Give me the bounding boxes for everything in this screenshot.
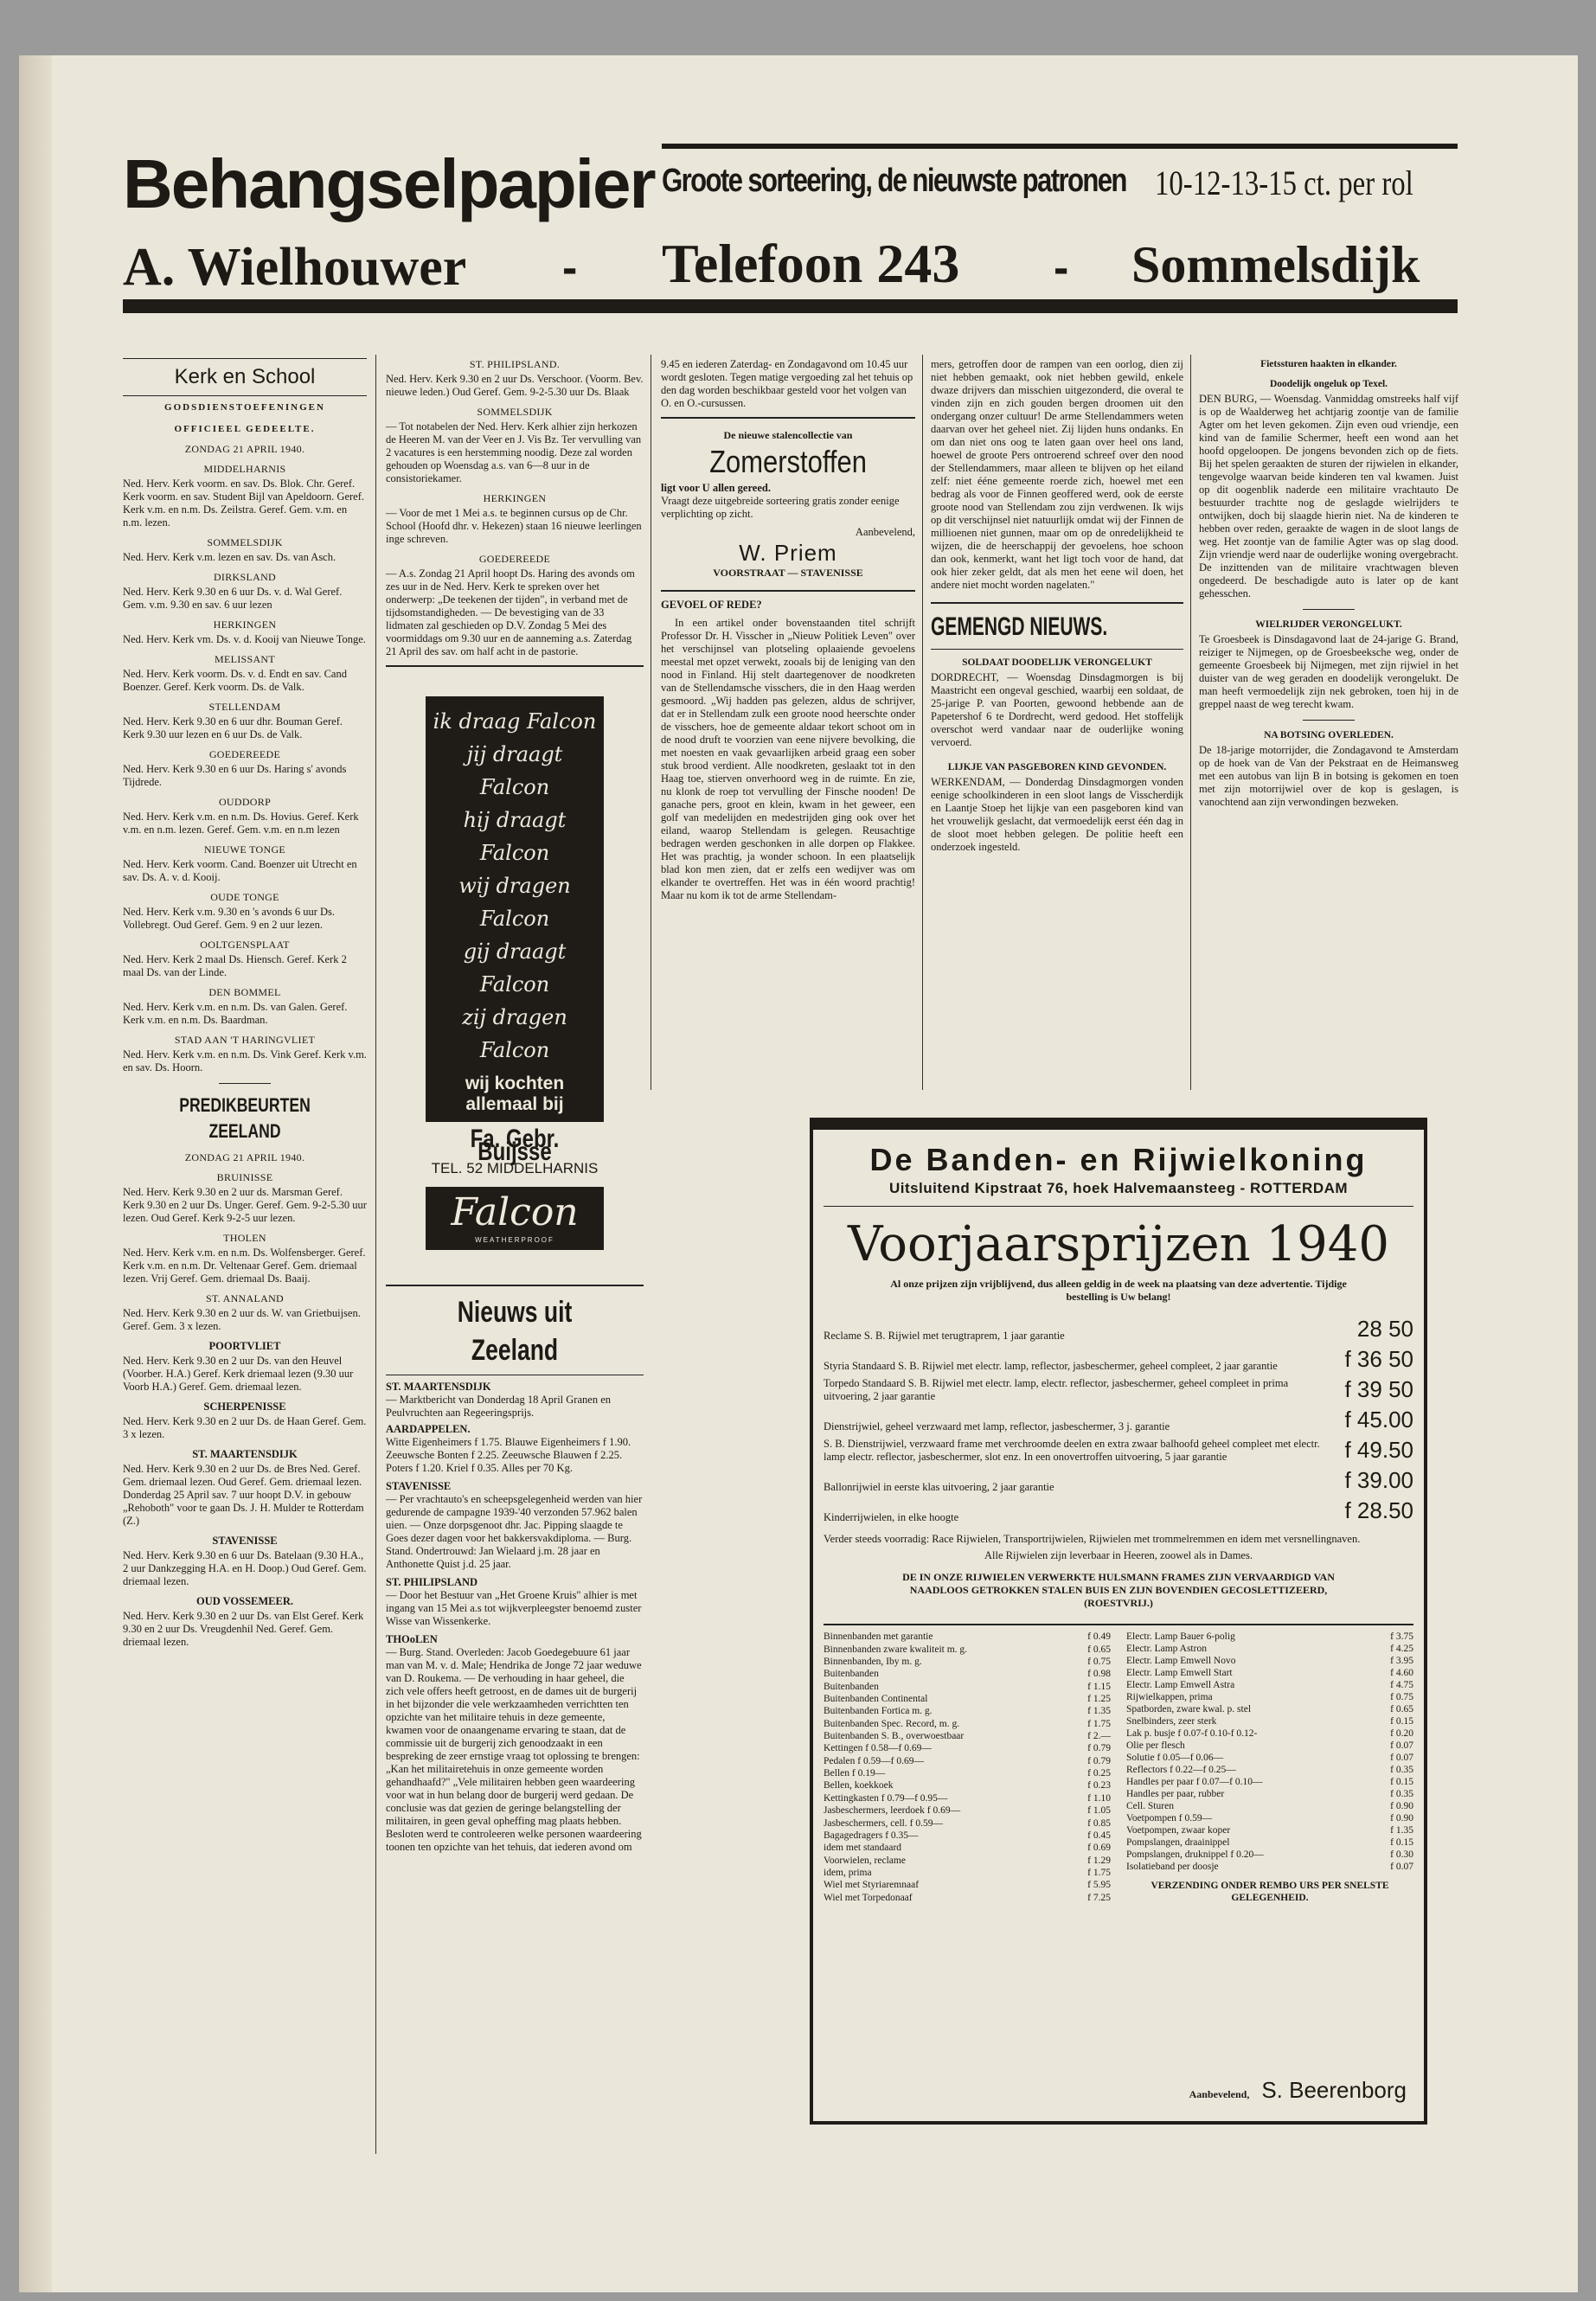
column-rule — [922, 355, 923, 1090]
news-heading: ST. MAARTENSDIJK — [386, 1381, 491, 1393]
service-text: Ned. Herv. Kerk v.m. en n.m. Ds. Wolfensberger. Geref. Kerk v.m. en n.m. Dr. Veltenaar Geref. Gem. driemaal lezen. Vrij Geref. Gem. driemaal Ds. Baaij. — [123, 1247, 366, 1285]
parts-price: f 0.15 — [1390, 1777, 1413, 1787]
article-text: — Voor de met 1 Mei a.s. te beginnen cursus op de Chr. School (Hoofd dhr. v. Hekezen) staan 16 nieuwe leerlingen inge schreven. — [386, 507, 642, 545]
price-row — [824, 1314, 1413, 1344]
parts-price: f 0.15 — [1390, 1716, 1413, 1727]
price-row — [824, 1435, 1413, 1465]
news-text: — Door het Bestuur van „Het Groene Kruis" alhier is met ingang van 15 Mei a.s tot wijkverpleegster benoemd zuster Wisse van Wissenkerke. — [386, 1589, 642, 1627]
parts-desc: Bellen f 0.19— — [824, 1768, 886, 1779]
parts-row — [824, 1817, 1111, 1829]
article-text: mers, getroffen door de rampen van een oorlog, dien zij niet hebben gemaakt, ook niet hebben gewild, enkele dwaze drijvers dan misschien uitgezonderd, die overal te vinden zijn en zich gouden bergen droomen uit den ondergang onzer cultuur! De arme Stellendammers weten daarvan over het geheel niet. Zij lijden huns ondanks. En om dan niet ons oog te laten gaan over heel ons land, hoewel de groote Pers ontroerend schreef over den nood der Stellendammers, maar alleen te blijven op het eiland zelf: niet ééne gemeente roerde zich, hoewel met een bedrag als voor de Finnen geoffered werd, ook de eerste groote nood van Stellendam zou zijn verdwenen. Ik wijs op dit verschijnsel niet natuurlijk omdat wij der Finnen de millioenen niet gunnen, maar om op de onredelijkheid te wijzen, die de heerschappij der gevoelens, hoe schoon dan ook, kenmerkt, want het ligt toch voor de hand, dat ook hier zeker geldt, dat als men het eene wil doen, het andere niet mocht worden nagelaten." — [931, 358, 1183, 591]
parts-row — [824, 1779, 1111, 1791]
falcon-logo — [426, 1187, 604, 1250]
place-heading: ST. PHILIPSLAND. — [469, 358, 561, 370]
service-text: Ned. Herv. Kerk 9.30 en 2 uur ds. Marsman Geref. Kerk 9.30 en 2 uur Ds. Unger. Geref. Gem. 9-2-5.30 uur lezen. Oud Geref. Kerk 9-2-5 uur lezen. — [123, 1186, 367, 1224]
parts-price: f 0.79 — [1087, 1743, 1111, 1754]
service-text: Ned. Herv. Kerk 9.30 en 6 uur Ds. Haring s' avonds Tijdrede. — [123, 763, 347, 788]
ad-sign: S. Beerenborg — [1261, 2077, 1407, 2103]
parts-desc: Electr. Lamp Emwell Novo — [1126, 1656, 1236, 1666]
parts-row — [1126, 1643, 1413, 1655]
ad-intro: De nieuwe stalencollectie van — [723, 429, 853, 441]
parts-price: f 5.95 — [1087, 1880, 1111, 1891]
bicycle-advertisement — [810, 1118, 1427, 2125]
parts-desc: Buitenbanden S. B., overwoestbaar — [824, 1731, 965, 1742]
news-text: WERKENDAM, — Donderdag Dinsdagmorgen vonden eenige schoolkinderen in een sloot langs de Visscherdijk en Laantje Stoep het lijkje van een pasgeboren kind van het vrouwelijk geslacht, dat vermoedelijk eerst één dag in de sloot moet hebben gelegen. De politie heeft een onderzoek ingesteld. — [931, 776, 1183, 853]
news-text: Te Groesbeek is Dinsdagavond laat de 24-jarige G. Brand, reiziger te Nijmegen, op de Groesbeeksche weg, onder de gemeente Groesbeek bij Nijmegen, met zijn rijwiel in het duister van de weg geraden en doodelijk verongelukt. De man heeft vermoedelijk zijn nek gebroken, toen hij in de greppel naast de weg terecht kwam. — [1199, 633, 1458, 710]
parts-row — [1126, 1764, 1413, 1776]
parts-price: f 1.05 — [1087, 1805, 1111, 1817]
parts-row — [1126, 1849, 1413, 1861]
parts-desc: Pedalen f 0.59—f 0.69— — [824, 1755, 924, 1766]
news-heading: SOLDAAT DOODELIJK VERONGELUKT — [962, 657, 1152, 668]
parts-price: f 3.75 — [1390, 1631, 1413, 1642]
parts-row — [1126, 1836, 1413, 1849]
place-heading: STAD AAN 'T HARINGVLIET — [174, 1034, 316, 1046]
news-heading: ST. PHILIPSLAND — [386, 1576, 478, 1588]
parts-price: f 3.95 — [1390, 1656, 1413, 1666]
parts-price: f 7.25 — [1087, 1892, 1111, 1903]
banner-bottom-rule — [123, 299, 1458, 313]
place-heading: THOLEN — [223, 1232, 266, 1244]
parts-price: f 0.49 — [1087, 1631, 1111, 1643]
news-text: DORDRECHT, — Woensdag Dinsdagmorgen is bij Maastricht een ongeval geschied, waarbij een soldaat, de 25-jarige P. van Poorten, gewoond hebbende aan de Papetershof 6 te Dordrecht, werd gedood. Het stoffelijk overschot werd vandaar naar de ouderlijke woning vervoerd. — [931, 671, 1183, 748]
parts-row — [824, 1668, 1111, 1680]
parts-price: f 0.07 — [1390, 1862, 1413, 1872]
ad-shipping: VERZENDING ONDER REMBO URS PER SNELSTE GELEGENHEID. — [1151, 1881, 1389, 1903]
news-heading: AARDAPPELEN. — [386, 1423, 471, 1435]
parts-row — [1126, 1691, 1413, 1703]
parts-price: f 0.30 — [1390, 1849, 1413, 1860]
price-value: f 39 50 — [1344, 1376, 1413, 1402]
price-value: 28 50 — [1356, 1316, 1413, 1342]
ad-box-text: wij kochten allemaal bij — [465, 1074, 565, 1114]
ad-frames: DE IN ONZE RIJWIELEN VERWERKTE HULSMANN FRAMES ZIJN VERVAARDIGD VAN NAADLOOS GETROKKEN STALEN BUIS EN ZIJN BOVENDIEN GECOSLETTIZEERD, (ROESTVRIJ.) — [902, 1571, 1335, 1609]
falcon-advertisement — [426, 696, 604, 1250]
service-text: Ned. Herv. Kerk 9.30 en 6 uur Ds. v. d. Wal Geref. Gem. v.m. 9.30 en sav. 6 uur lezen — [123, 586, 343, 611]
parts-desc: Bellen, koekkoek — [824, 1780, 894, 1791]
service-text: Ned. Herv. Kerk 9.30 en 6 uur dhr. Bouman Geref. Kerk 9.30 uur lezen en 6 uur Ds. de Valk. — [123, 715, 343, 740]
parts-desc: Voorwielen, reclame — [824, 1855, 906, 1866]
price-value: f 28.50 — [1344, 1497, 1413, 1523]
parts-price: f 0.90 — [1390, 1801, 1413, 1811]
service-text: Ned. Herv. Kerk v.m. en n.m. Ds. Vink Geref. Kerk v.m. en sav. Ds. Hoorn. — [123, 1048, 367, 1074]
parts-desc: Electr. Lamp Emwell Start — [1126, 1668, 1233, 1678]
parts-desc: Spatborden, zware kwal. p. stel — [1126, 1704, 1252, 1715]
parts-desc: Voetpompen f 0.59— — [1126, 1813, 1213, 1823]
news-heading: STAVENISSE — [386, 1480, 452, 1492]
parts-row — [824, 1680, 1111, 1692]
ad-firm: Fa. Gebr. Buijsse — [470, 1125, 560, 1166]
parts-price: f 4.25 — [1390, 1644, 1413, 1654]
place-heading: ST. ANNALAND — [205, 1292, 285, 1304]
parts-desc: Electr. Lamp Astron — [1126, 1644, 1207, 1654]
place-heading: SCHERPENISSE — [203, 1400, 286, 1413]
parts-desc: Wiel met Styriaremnaaf — [824, 1880, 920, 1891]
place-heading: DIRKSLAND — [213, 571, 277, 583]
zomerstoffen-advertisement — [661, 426, 915, 583]
parts-price: f 1.35 — [1087, 1706, 1111, 1717]
parts-row — [1126, 1824, 1413, 1836]
parts-price: f 0.15 — [1390, 1837, 1413, 1848]
banner-top-rule — [662, 144, 1458, 149]
place-heading: DEN BOMMEL — [208, 986, 281, 998]
news-text: De 18-jarige motorrijder, die Zondagavond te Amsterdam op de hoek van de Van der Pekstraat en de Heimansweg met een autobus van lijn B in botsing is gekomen en toen met zijn motorrijwiel over de kop is geslagen, is vanochtend aan zijn verwondingen bezweken. — [1199, 744, 1458, 808]
place-heading: OUD VOSSEMEER. — [195, 1595, 294, 1607]
place-heading: MELISSANT — [214, 653, 276, 665]
parts-row — [824, 1767, 1111, 1779]
parts-price: f 0.07 — [1390, 1753, 1413, 1763]
parts-list-left — [824, 1631, 1111, 1904]
banner-dash-2: - — [1054, 243, 1069, 293]
ad-line: ik draag Falcon — [433, 709, 597, 734]
price-value: f 36 50 — [1344, 1346, 1413, 1372]
place-heading: OUDDORP — [218, 796, 272, 808]
section-subtitle: GODSDIENSTOEFENINGEN — [164, 402, 325, 413]
service-text: Ned. Herv. Kerk 9.30 en 2 uur Ds. de Haan Geref. Gem. 3 x lezen. — [123, 1415, 367, 1440]
service-text: Ned. Herv. Kerk v.m. en n.m. Ds. van Galen. Geref. Kerk v.m. en n.m. Ds. Baardman. — [123, 1001, 348, 1026]
zeeland-service-list — [123, 1171, 367, 1649]
parts-desc: Jasbeschermers, cell. f 0.59— — [824, 1817, 943, 1829]
service-text: Ned. Herv. Kerk 9.30 en 6 uur Ds. Batelaan (9.30 H.A., 2 uur Dankzegging H.A. en H. Doop.) Oud Geref. Gem. driemaal lezen. — [123, 1549, 367, 1587]
parts-price: f 0.75 — [1390, 1692, 1413, 1702]
column-kerk-en-school — [123, 358, 367, 1650]
banner-prices: 10-12-13-15 ct. per rol — [1155, 163, 1413, 202]
place-heading: HERKINGEN — [483, 492, 547, 504]
parts-desc: Pompslangen, druknippel f 0.20— — [1126, 1849, 1264, 1860]
price-desc: S. B. Dienstrijwiel, verzwaard frame met verchroomde deelen en extra zwaar balhoofd geheel compleet met electr. lamp electr. reflector, jasbeschermer, slot enz. In een onovertroffen uitvoering, 5 jaar garantie — [824, 1438, 1320, 1463]
gemengd-nieuws-heading: GEMENGD NIEUWS. — [931, 612, 1108, 641]
parts-desc: Wiel met Torpedonaaf — [824, 1892, 913, 1903]
column-3 — [661, 358, 915, 904]
banner-town: Sommelsdijk — [1131, 236, 1420, 293]
news-heading: LIJKJE VAN PASGEBOREN KIND GEVONDEN. — [947, 762, 1167, 772]
article-text: — Tot notabelen der Ned. Herv. Kerk alhier zijn herkozen de Heeren M. van der Veer en J. Vis Bz. Ter vervulling van 2 vacatures is een herstemming noodig. Deze zal worden gehouden op Woensdag a.s. van 6—8 uur in de consistoriekamer. — [386, 420, 642, 484]
parts-desc: Lak p. busje f 0.07-f 0.10-f 0.12- — [1126, 1728, 1258, 1739]
parts-row — [824, 1879, 1111, 1891]
ad-line: zij dragen Falcon — [462, 1005, 567, 1062]
parts-row — [1126, 1667, 1413, 1679]
parts-row — [824, 1804, 1111, 1817]
parts-price: f 0.07 — [1390, 1740, 1413, 1751]
parts-row — [824, 1693, 1111, 1705]
price-desc: Kinderrijwielen, in elke hoogte — [824, 1511, 959, 1523]
parts-row — [1126, 1800, 1413, 1812]
banner-dash-1: - — [562, 243, 578, 293]
parts-row — [824, 1755, 1111, 1767]
parts-desc: Handles per paar, rubber — [1126, 1789, 1225, 1799]
parts-price: f 1.75 — [1087, 1718, 1111, 1729]
parts-desc: Solutie f 0.05—f 0.06— — [1126, 1753, 1224, 1763]
parts-row — [1126, 1776, 1413, 1788]
service-list — [123, 463, 367, 1074]
parts-desc: Olie per flesch — [1126, 1740, 1185, 1751]
parts-row — [1126, 1679, 1413, 1691]
section-subtitle-2: OFFICIEEL GEDEELTE. — [174, 424, 316, 434]
ad-signature — [1189, 2077, 1407, 2104]
place-heading: GOEDEREEDE — [478, 553, 551, 565]
ad-name: W. Priem — [739, 540, 837, 566]
bicycle-price-table — [824, 1314, 1413, 1526]
price-row — [824, 1405, 1413, 1435]
parts-row — [824, 1792, 1111, 1804]
ad-tel: TEL. 52 MIDDELHARNIS — [431, 1160, 599, 1176]
parts-desc: Buitenbanden Fortica m. g. — [824, 1706, 933, 1717]
parts-list-right — [1126, 1631, 1413, 1873]
parts-row — [824, 1867, 1111, 1879]
ad-title: De Banden- en Rijwielkoning — [869, 1142, 1368, 1177]
price-desc: Ballonrijwiel in eerste klas uitvoering, 2 jaar garantie — [824, 1481, 1054, 1493]
parts-row — [824, 1631, 1111, 1643]
parts-row — [1126, 1788, 1413, 1800]
parts-price: f 0.65 — [1087, 1644, 1111, 1655]
price-row — [824, 1465, 1413, 1496]
parts-price: f 0.25 — [1087, 1768, 1111, 1779]
parts-desc: Kettingen f 0.58—f 0.69— — [824, 1743, 932, 1754]
service-text: Ned. Herv. Kerk voorm. Cand. Boenzer uit Utrecht en sav. Ds. A. v. d. Kooij. — [123, 858, 357, 883]
parts-price: f 0.65 — [1390, 1704, 1413, 1715]
column-4 — [931, 358, 1183, 856]
parts-desc: Buitenbanden — [824, 1681, 879, 1692]
parts-row — [824, 1643, 1111, 1655]
parts-desc: Jasbeschermers, leerdoek f 0.69— — [824, 1805, 961, 1817]
ad-ladies: Alle Rijwielen zijn leverbaar in Heeren, zoowel als in Dames. — [984, 1549, 1253, 1561]
service-text: Ned. Herv. Kerk v.m. lezen en sav. Ds. van Asch. — [123, 551, 337, 563]
parts-row — [824, 1718, 1111, 1730]
parts-row — [1126, 1812, 1413, 1824]
ad-line: hij draagt Falcon — [463, 808, 567, 865]
article-text: 9.45 en iederen Zaterdag- en Zondagavond om 10.45 uur wordt gesloten. Tegen matige vergoeding zal het tehuis op den dag worden beschikbaar gesteld voor het volgen van O. en O.-cursussen. — [661, 358, 913, 409]
news-heading: Fietssturen haakten in elkander. — [1260, 359, 1397, 369]
article-text: In een artikel onder bovenstaanden titel schrijft Professor Dr. H. Visscher in „Nieuw Politiek Leven" over het verschijnsel van plotseling oplaaiende gevoelens meestal met opzet verwekt, zooals bij de leniging van den nood in Finland. Hij stelt daartegenover de noodkreten van de Stellendamsche visschers, die in den Haag werden gesmoord. „Wij hadden pas gelezen, aldus de schrijver, dat er in Stellendam zulk een groote nood heerschte onder de visschers, hoe de gemeente aldaar tekort schoot om in de nood druft te voorzien van eene nijvere bevolking, die met noesten en vaak gevaarlijken arbeid graag een sober stuk brood verdient. Alle noodkreten, geslaakt tot in den Haag toe, stierven onverhoord weg in de ruimte. En zie, nu klonk de roep tot vervulling der Finsche nooden! De ganache pers, groot en klein, kwam in het geweer, een golf van medelijden en medestrijden ging ook over het eiland, waarop Stellendam is gelegen. Reusachtige bedragen werden geschonken in alle dorpen op Flakkee. Het was prachtig, ja wonder schoon. In een plaatselijk blad kon men zien, dat er zelfs een wedijver was om elkander te overtreffen. Het was in één woord prachtig! Maar nu kom ik tot de arme Stellendam- — [661, 617, 915, 901]
service-text: Ned. Herv. Kerk vm. Ds. v. d. Kooij van Nieuwe Tonge. — [123, 633, 366, 645]
parts-price: f 0.85 — [1087, 1817, 1111, 1829]
column-rule — [1190, 355, 1191, 1090]
price-desc: Dienstrijwiel, geheel verzwaard met lamp, reflector, jasbeschermer, 3 j. garantie — [824, 1420, 1170, 1433]
parts-row — [1126, 1655, 1413, 1667]
falcon-logo-text: Falcon — [451, 1190, 579, 1234]
place-heading: GOEDEREEDE — [208, 748, 281, 760]
parts-desc: Electr. Lamp Bauer 6-polig — [1126, 1631, 1235, 1642]
ad-note: Al onze prijzen zijn vrijblijvend, dus alleen geldig in de week na plaatsing van deze advertentie. Tijdige bestelling is Uw belang! — [890, 1278, 1347, 1303]
date-line: ZONDAG 21 APRIL 1940. — [184, 443, 305, 455]
banner-phone: Telefoon 243 — [662, 233, 960, 294]
parts-desc: Reflectors f 0.22—f 0.25— — [1126, 1765, 1236, 1775]
place-heading: SOMMELSDIJK — [207, 536, 283, 548]
parts-price: f 4.75 — [1390, 1680, 1413, 1690]
parts-desc: Snelbinders, zeer sterk — [1126, 1716, 1217, 1727]
parts-price: f 1.29 — [1087, 1855, 1111, 1866]
ad-line: wij dragen Falcon — [458, 874, 571, 931]
place-heading: OOLTGENSPLAAT — [200, 939, 290, 951]
news-text: — Burg. Stand. Overleden: Jacob Goedegebuure 61 jaar man van M. v. d. Male; Hendrika de Jonge 72 jaar weduwe van D. Roukema. — De verhouding in haar geheel, die zich vele offers heeft getroost, en de dames uit de burgerij in het bijzonder die vele werkzaamheden verrichtten ten opzichte van het militaire tehuis in deze gemeente, kwamen voor de onaangename ervaring te staan, dat de commissie uit de burgerij zich genoodzaakt in een bespreking de zeer ernstige vraag tot oplossing te brengen: „Kan het militairetehuis in onze gemeente worden gehandhaafd?" „Vele militairen hebben geen waardeering voor wat in hun belang door de burgerij werd gedaan. De conclusie was dat gezien de geringe belangstelling der militairen, in geen geval opheffing mag plaats hebben. Besloten werd te controleeren welke personen waardeering toonen ten opzichte van het tehuis, dat iederen avond om — [386, 1646, 642, 1853]
column-5 — [1199, 358, 1458, 811]
price-desc: Torpedo Standaard S. B. Rijwiel met electr. lamp, electr. reflector, jasbeschermer, geheel compleet in prima uitvoering, 2 jaar garantie — [824, 1377, 1289, 1402]
ad-stock: Verder steeds voorradig: Race Rijwielen, Transportrijwielen, Rijwielen met trommelremmen en idem met versnellingnaven. — [824, 1533, 1361, 1545]
parts-row — [1126, 1740, 1413, 1752]
parts-price: f 0.98 — [1087, 1669, 1111, 1680]
ad-title: Zomerstoffen — [709, 444, 867, 479]
parts-row — [1126, 1727, 1413, 1740]
section-title: Kerk en School — [174, 365, 316, 388]
parts-desc: Voetpompen, zwaar koper — [1126, 1825, 1231, 1836]
parts-row — [1126, 1861, 1413, 1873]
article-text: Ned. Herv. Kerk 9.30 en 2 uur Ds. Verschoor. (Voorm. Bev. nieuwe leden.) Oud Geref. Gem. 9-2-5.30 uur Ds. Blaak — [386, 373, 644, 398]
zeeland-news — [386, 1381, 644, 1854]
news-text: — Per vrachtauto's en scheepsgelegenheid werden van hier gedurende de campagne 1939-'40 verzonden 57.962 balen uien. — Onze dorpsgenoot dhr. Jac. Pipping slaagde te Goes dezer dagen voor het bakkersvakdiploma. — Burg. Stand. Ondertrouwd: Jan Wielaard j.m. 28 jaar en Anthonette Quist j.d. 25 jaar. — [386, 1493, 643, 1570]
column-rule — [375, 355, 376, 2154]
parts-price: f 2.— — [1087, 1731, 1111, 1742]
parts-desc: idem, prima — [824, 1868, 872, 1878]
place-heading: OUDE TONGE — [210, 891, 279, 903]
zeeland-heading: PREDIKBEURTEN ZEELAND — [179, 1094, 311, 1142]
date-line: ZONDAG 21 APRIL 1940. — [184, 1151, 305, 1163]
banner-title: Behangselpapier — [123, 145, 655, 222]
price-row — [824, 1375, 1413, 1405]
parts-row — [1126, 1703, 1413, 1715]
parts-price: f 1.10 — [1087, 1792, 1111, 1804]
parts-price: f 1.15 — [1087, 1681, 1111, 1692]
service-text: Ned. Herv. Kerk 9.30 en 2 uur Ds. de Bres Ned. Geref. Gem. driemaal lezen. Oud Geref. Gem. driemaal lezen. Donderdag 25 April sav. 7 uur hoopt D.V. in gebouw „Rehoboth" voor te gaan Ds. J. H. Mulder te Rotterdam (Z.) — [123, 1463, 364, 1527]
parts-price: f 0.35 — [1390, 1765, 1413, 1775]
service-text: Ned. Herv. Kerk voorm. Ds. v. d. Endt en sav. Cand Boenzer. Geref. Kerk voorm. Ds. de Valk. — [123, 668, 347, 693]
parts-price: f 1.35 — [1390, 1825, 1413, 1836]
service-text: Ned. Herv. Kerk 9.30 en 2 uur ds. W. van Grietbuijsen. Geref. Gem. 3 x lezen. — [123, 1307, 361, 1332]
ad-address: Uitsluitend Kipstraat 76, hoek Halvemaansteeg - ROTTERDAM — [888, 1180, 1349, 1196]
parts-row — [824, 1730, 1111, 1742]
parts-desc: Binnenbanden zware kwaliteit m. g. — [824, 1644, 968, 1655]
news-text: Witte Eigenheimers f 1.75. Blauwe Eigenheimers f 1.90. Zeeuwsche Bonten f 2.25. Zeeuwsche Blauwen f 2.25. Poters f 1.20. Kriel f 0.35. Alles per 70 Kg. — [386, 1436, 631, 1474]
parts-row — [1126, 1715, 1413, 1727]
parts-desc: idem met standaard — [824, 1843, 902, 1854]
parts-desc: Pompslangen, draainippel — [1126, 1837, 1230, 1848]
parts-price-lists — [824, 1631, 1413, 1904]
price-value: f 49.50 — [1344, 1437, 1413, 1463]
parts-desc: Binnenbanden met garantie — [824, 1631, 933, 1643]
place-heading: SOMMELSDIJK — [477, 406, 553, 418]
zeeland-news-heading: Nieuws uit Zeeland — [457, 1296, 573, 1367]
parts-desc: Handles per paar f 0.07—f 0.10— — [1126, 1777, 1263, 1787]
parts-price: f 0.69 — [1087, 1843, 1111, 1854]
news-text: — Marktbericht van Donderdag 18 April Granen en Peulvruchten aan Regeeringsprijs. — [386, 1394, 611, 1419]
parts-row — [824, 1830, 1111, 1842]
parts-price: f 1.75 — [1087, 1868, 1111, 1878]
parts-desc: Rijwielkappen, prima — [1126, 1692, 1213, 1702]
parts-price: f 0.79 — [1087, 1755, 1111, 1766]
price-desc: Styria Standaard S. B. Rijwiel met electr. lamp, reflector, jasbeschermer, geheel compleet, 2 jaar garantie — [824, 1360, 1278, 1372]
ad-recom: Aanbevelend, — [855, 526, 915, 538]
service-text: Ned. Herv. Kerk 9.30 en 2 uur Ds. van Elst Geref. Kerk 9.30 en 2 uur Ds. Vreugdenhil Ned. Geref. Gem. driemaal lezen. — [123, 1610, 364, 1648]
service-text: Ned. Herv. Kerk 9.30 en 2 uur Ds. van den Heuvel (Voorber. H.A.) Geref. Kerk driemaal lezen (9.30 uur Voorb H.A.) Geref. Gem. driemaal lezen. — [123, 1355, 354, 1393]
parts-desc: Binnenbanden, Iby m. g. — [824, 1656, 922, 1667]
parts-row — [824, 1892, 1111, 1904]
ad-sub: ligt voor U allen gereed. — [661, 482, 771, 494]
banner-name: A. Wielhouwer — [123, 238, 467, 297]
price-row — [824, 1496, 1413, 1526]
place-heading: HERKINGEN — [213, 619, 277, 631]
news-heading: WIELRIJDER VERONGELUKT. — [1255, 619, 1402, 630]
price-row — [824, 1344, 1413, 1375]
parts-row — [824, 1842, 1111, 1854]
parts-price: f 0.23 — [1087, 1780, 1111, 1791]
place-heading: NIEUWE TONGE — [203, 843, 286, 856]
article-heading: GEVOEL OF REDE? — [661, 599, 762, 611]
ad-line: gij draagt Falcon — [463, 939, 567, 997]
service-text: Ned. Herv. Kerk 2 maal Ds. Hiensch. Geref. Kerk 2 maal Ds. van der Linde. — [123, 953, 347, 978]
parts-row — [824, 1656, 1111, 1668]
place-heading: BRUINISSE — [216, 1171, 273, 1183]
parts-desc: Buitenbanden — [824, 1669, 879, 1680]
parts-price: f 1.25 — [1087, 1693, 1111, 1704]
parts-price: f 0.75 — [1087, 1656, 1111, 1667]
price-value: f 45.00 — [1344, 1407, 1413, 1433]
parts-desc: Bagagedragers f 0.35— — [824, 1830, 919, 1841]
ad-line: jij draagt Falcon — [466, 742, 563, 799]
parts-price: f 0.90 — [1390, 1813, 1413, 1823]
price-desc: Reclame S. B. Rijwiel met terugtraprem, 1 jaar garantie — [824, 1330, 1065, 1342]
column-2 — [386, 358, 644, 1856]
parts-desc: Kettingkasten f 0.79—f 0.95— — [824, 1792, 948, 1804]
ad-text: Vraagt deze uitgebreide sorteering gratis zonder eenige verplichting op zicht. — [661, 495, 900, 520]
service-text: Ned. Herv. Kerk v.m. 9.30 en 's avonds 6 uur Ds. Vollebregt. Oud Geref. Gem. 9 en 2 uur lezen. — [123, 906, 336, 931]
service-text: Ned. Herv. Kerk v.m. en n.m. Ds. Hovius. Geref. Kerk v.m. en n.m. lezen. Geref. Gem. v.m. en n.m lezen — [123, 811, 359, 836]
news-heading: NA BOTSING OVERLEDEN. — [1264, 730, 1394, 740]
place-heading: STELLENDAM — [208, 701, 281, 713]
page-edge — [19, 55, 52, 2292]
article-text: — A.s. Zondag 21 April hoopt Ds. Haring des avonds om zes uur in de Ned. Herv. Kerk te spreken over het onderwerp: „De teekenen der tijden", in verband met de tijdsomstandigheden. — De bevestiging van de 33 lidmaten zal geschieden op D.V. Zondag 5 Mei des voormiddags om 9.30 uur en de aanneming a.s. Zaterdag 21 April des sav. om half acht in de pastorie. — [386, 567, 635, 657]
parts-row — [824, 1854, 1111, 1866]
ad-recom: Aanbevelend, — [1189, 2088, 1250, 2100]
parts-desc: Buitenbanden Spec. Record, m. g. — [824, 1718, 960, 1729]
place-heading: ST. MAARTENSDIJK — [192, 1448, 298, 1460]
parts-price: f 0.45 — [1087, 1830, 1111, 1841]
news-text: DEN BURG, — Woensdag. Vanmiddag omstreeks half vijf is op de Waalderweg het achtjarig zoontje van de familie Agter om het leven gekomen. Zijn even oud vriendje, een kind van de familie Schermer, heeft een wond aan het hoofd opgeloopen. De jongens bevonden zich op de fiets. Bij het spelen geraakten de sturen der rijwielen in elkander, tengevolge waarvan beide kinderen ten val kwamen. Juist op dit oogenblik naderde een militaire vrachtauto De bestuurder trachtte nog de geslagde wielrijders te ontwijken, doch bij slaagde hierin niet. Na de kinderen te hebben over reden, geraakte de wagen in de sloot langs de weg. Het zoontje van de familie Agter was op slag dood. Zijn vriendje werd naar de ouderlijke woning overgebracht. De inzittenden van de militaire vrachtwagen bleven ongedeerd. De beschadigde auto is later op de kant gehesschen. — [1199, 393, 1458, 599]
parts-row — [1126, 1752, 1413, 1764]
parts-desc: Buitenbanden Continental — [824, 1693, 928, 1704]
parts-desc: Isolatieband per doosje — [1126, 1862, 1219, 1872]
place-heading: POORTVLIET — [208, 1340, 281, 1352]
parts-price: f 0.20 — [1390, 1728, 1413, 1739]
news-heading: THOoLEN — [386, 1633, 438, 1645]
banner-tagline: Groote sorteering, de nieuwste patronen — [662, 163, 1126, 199]
falcon-logo-sub: WEATHERPROOF — [475, 1236, 554, 1244]
parts-price: f 0.35 — [1390, 1789, 1413, 1799]
news-subheading: Doodelijk ongeluk op Texel. — [1269, 379, 1388, 389]
falcon-ad-panel — [426, 696, 604, 1122]
parts-row — [1126, 1631, 1413, 1643]
parts-price: f 4.60 — [1390, 1668, 1413, 1678]
parts-row — [824, 1742, 1111, 1754]
price-value: f 39.00 — [1344, 1467, 1413, 1493]
service-text: Ned. Herv. Kerk voorm. en sav. Ds. Blok. Chr. Geref. Kerk voorm. en sav. Student Bijl van Apeldoorn. Geref. Kerk v.m. en n.m. Ds. Zeilstra. Geref. Gem. v.m. en n.m. lezen. — [123, 478, 364, 529]
ad-headline: Voorjaarsprijzen 1940 — [847, 1216, 1390, 1272]
place-heading: MIDDELHARNIS — [203, 463, 286, 475]
ad-address: VOORSTRAAT — STAVENISSE — [713, 567, 863, 579]
parts-desc: Cell. Sturen — [1126, 1801, 1174, 1811]
parts-row — [824, 1705, 1111, 1717]
parts-desc: Electr. Lamp Emwell Astra — [1126, 1680, 1235, 1690]
place-heading: STAVENISSE — [212, 1535, 278, 1547]
